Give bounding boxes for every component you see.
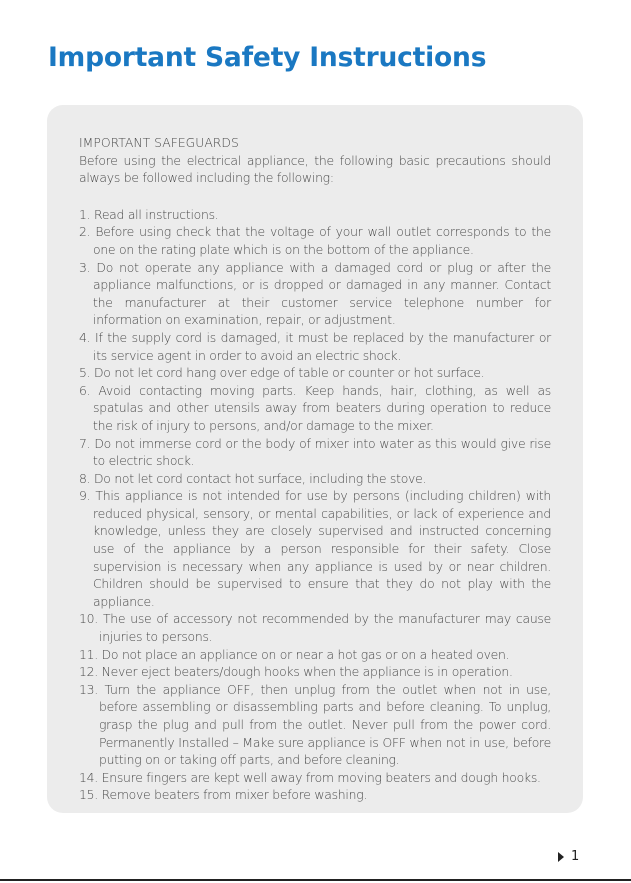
safeguards-content <box>79 134 551 804</box>
list-item: 14. Ensure fingers are kept well away from moving beaters and dough hooks. <box>79 769 541 785</box>
safeguards-heading: IMPORTANT SAFEGUARDS <box>79 135 239 150</box>
list-item: 2. Before using check that the voltage of your wall outlet corresponds to the one on the rating plate which is on the bottom of the appliance. <box>79 224 551 257</box>
list-item: 12. Never eject beaters/dough hooks when the appliance is in operation. <box>79 664 513 680</box>
list-item: 4. If the supply cord is damaged, it must be replaced by the manufacturer or its service agent in order to avoid an electric shock. <box>79 329 551 363</box>
list-item: 5. Do not let cord hang over edge of table or counter or hot surface. <box>79 365 485 381</box>
list-item: 8. Do not let cord contact hot surface, including the stove. <box>79 470 427 486</box>
list-item: 15. Remove beaters from mixer before washing. <box>79 787 368 803</box>
list-item: 10. The use of accessory not recommended by the manufacturer may cause injuries to persons. <box>79 611 551 645</box>
page-number-label: 1 <box>571 849 580 864</box>
page-number <box>558 849 579 864</box>
safeguards-list <box>79 206 551 804</box>
triangle-right-icon <box>558 852 564 862</box>
list-item: 7. Do not immerse cord or the body of mixer into water as this would give rise to electric shock. <box>79 435 551 469</box>
list-item: 9. This appliance is not intended for use by persons (including children) with reduced physical, sensory, or mental capabilities, or lack of experience and knowledge, unless they are closely supervised and instructed concerning use of the appliance by a person responsible for their safety. Close supervision is necessary when any appliance is used by or near children. Children should be supervised to ensure that they do not play with the appliance. <box>79 488 551 609</box>
list-item: 13. Turn the appliance OFF, then unplug from the outlet when not in use, before assembling or disassembling parts and before cleaning. To unplug, grasp the plug and pull from the outlet. Never pull from the power cord. Permanently Installed – Make sure appliance is OFF when not in use, before putting on or taking off parts, and before cleaning. <box>79 681 551 768</box>
list-item: 6. Avoid contacting moving parts. Keep hands, hair, clothing, as well as spatulas and other utensils away from beaters during operation to reduce the risk of injury to persons, and/or damage to the mixer. <box>79 382 551 433</box>
list-item: 11. Do not place an appliance on or near a hot gas or on a heated oven. <box>79 646 510 662</box>
bottom-rule <box>0 879 631 881</box>
page-title: Important Safety Instructions <box>48 42 487 73</box>
list-item: 3. Do not operate any appliance with a damaged cord or plug or after the appliance malfunctions, or is dropped or damaged in any manner. Contact the manufacturer at their customer service telephone number for information on examination, repair, or adjustment. <box>79 259 551 328</box>
list-item: 1. Read all instructions. <box>79 206 219 222</box>
safeguards-intro: Before using the electrical appliance, the following basic precautions should always be followed including the following: <box>79 152 551 186</box>
